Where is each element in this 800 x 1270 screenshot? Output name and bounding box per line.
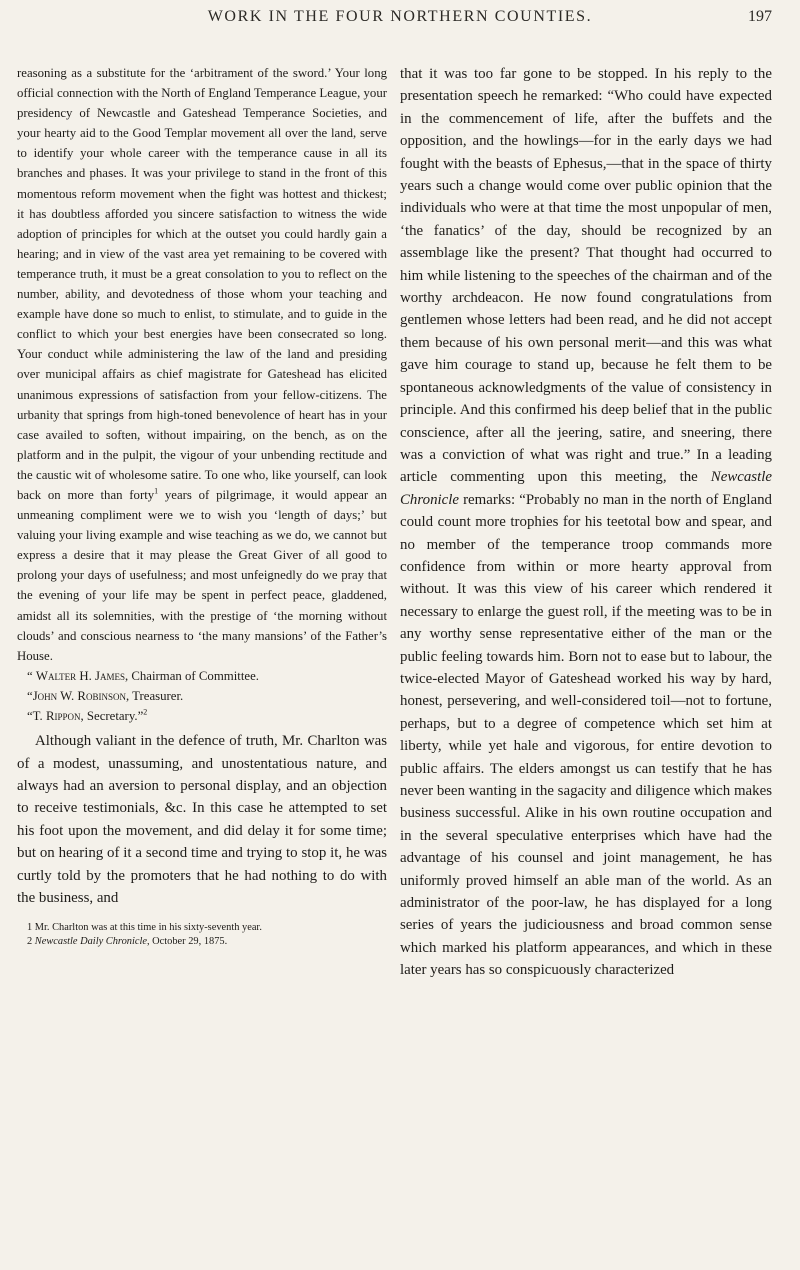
signatory-treasurer	[17, 686, 387, 706]
quote-mark: “T.	[27, 709, 46, 723]
signatory-name: Rippon	[45, 709, 81, 723]
right-column	[400, 63, 772, 982]
body-text-part-1: that it was too far gone to be stopped. In his reply to the presentation speech he remarked: “Who could have expected in the commencement of life, after the buffets and the opposition, and the howlings—for in the early days we had fought with the beasts of Ephesus,—that in the space of thirty years such a change would come over public opinion that the individuals who were at that time the most unpopular of men, ‘the fanatics’ of the day, should be recognized by an assemblage like the present? That thought had occurred to him while listening to the speeches of the chairman and of the worthy archdeacon. He now found congratulations from gentlemen whose letters had been read, and he did not accept them because of his own personal merit—and this was what gave him courage to stand up, because he felt them to be spontaneous acknowledgments of the value of consistency in principle. And this confirmed his deep belief that in the public conscience, after all the jeering, satire, and sneering, there was a conviction of what was right and true.” In a leading article commenting upon this meeting, the	[400, 66, 772, 486]
quote-mark: “	[27, 688, 33, 703]
page-header	[0, 0, 800, 38]
signatory-role: , Chairman of Committee.	[124, 668, 259, 683]
body-text-part-2: remarks: “Probably no man in the north of England could count more trophies for his teetotal bow and spear, and no member of the temperance troop commands more confidence from within or more hearty approval from without. It was this view of his career which rendered it necessary to enlarge the guest roll, if the meeting was to be in any worthy sense representative either of the man or the public feeling towards him. Born not to ease but to labour, the twice-elected Mayor of Gateshead worked his way by hard, honest, persevering, and well-considered toil—not to fortune, perhaps, but to a degree of competence which set him at liberty, while yet hale and vigorous, for entire devotion to public affairs. The elders amongst us can testify that he has never been wanting in the sagacity and diligence which makes business successful. Alike in his own routine occupation and in the several speculative enterprises which have had the advantage of his counsel and joint management, he has uniformly proved himself an able man of the world. As an administrator of the poor-law, he has displayed for a long series of years the judiciousness and broad common sense which marked his platform appearances, and which in these later years has so conspicuously characterized	[400, 491, 772, 979]
footnote-source-date: , October 29, 1875.	[146, 936, 228, 948]
running-head: WORK IN THE FOUR NORTHERN COUNTIES.	[207, 8, 593, 25]
page-number: 197	[748, 8, 772, 25]
signatory-chairman	[17, 666, 387, 686]
footnote-ref-1: 1	[154, 486, 159, 496]
footnote-1: 1 Mr. Charlton was at this time in his sixty-seventh year.	[27, 922, 262, 934]
signatory-role: , Secretary.”	[80, 709, 144, 723]
left-column	[17, 63, 387, 949]
address-text-part-1: reasoning as a substitute for the ‘arbitrament of the sword.’ Your long official connection with the North of England Temperance League, your presidency of Newcastle and Gateshead Temperance Societies, and your hearty aid to the Good Templar movement all over the land, serve to identify your whole career with the temperance cause in all its branches and phases. It was your privilege to stand in the front of this momentous reform movement when the fight was hottest and thickest; it has doubtless afforded you sincere satisfaction to witness the wide adoption of principles for which at the outset you could hardly gain a hearing; and in view of the vast area yet remaining to be covered with temperance truth, it must be a great consolation to you to reflect on the number, ability, and devotedness of those whom your teaching and example have done so much to enlist, to stimulate, and to guide in the conflict to which your best energies have been consecrated so long. Your conduct while administering the law of the land and presiding over municipal affairs as chief magistrate for Gateshead has elicited unanimous expressions of satisfaction from your fellow-citizens. The urbanity that springs from high-toned benevolence of heart has in your case availed to soften, without impairing, on the bench, as on the platform and in the pulpit, the vigour of your unbending rectitude and the caustic wit of wholesome satire. To one who, like yourself, can look back on more than forty	[17, 66, 387, 502]
newspaper-title: Newcastle Chronicle	[400, 469, 772, 508]
body-paragraph	[400, 63, 772, 982]
signatory-name: John W. Robinson	[32, 688, 126, 703]
signatory-secretary	[17, 706, 387, 726]
footnote-number: 2	[27, 936, 35, 948]
signatory-role: , Treasurer.	[125, 688, 184, 703]
footnote-2	[17, 935, 387, 949]
footnote-source-title: Newcastle Daily Chronicle	[34, 936, 147, 948]
footnote-ref-2: 2	[143, 707, 148, 717]
address-text	[17, 63, 387, 666]
body-paragraph: Although valiant in the defence of truth, Mr. Charlton was of a modest, unassuming, and unostentatious nature, and always had an aversion to personal display, and an objection to receive testimonials, &c. In this case he attempted to set his foot upon the movement, and did delay it for some time; but on hearing of it a second time and trying to stop it, he was curtly told by the promoters that he had nothing to do with the business, and	[17, 733, 387, 906]
quote-mark: “	[27, 668, 36, 683]
footnotes	[17, 921, 387, 949]
signatory-name: Walter H. James	[35, 668, 125, 683]
address-text-part-2: years of pilgrimage, it would appear an unmeaning compliment were we to wish you ‘length of days;’ but valuing your living example and wise teaching as we do, we cannot but express a desire that it may please the Great Giver of all good to prolong your days of usefulness; and most unfeignedly do we pray that the evening of your life may be spent in perfect peace, gladdened, amidst all its solemnities, with the prestige of ‘the morning without clouds’ and conscious nearness to ‘the many mansions’ of the Father’s House.	[17, 487, 387, 663]
